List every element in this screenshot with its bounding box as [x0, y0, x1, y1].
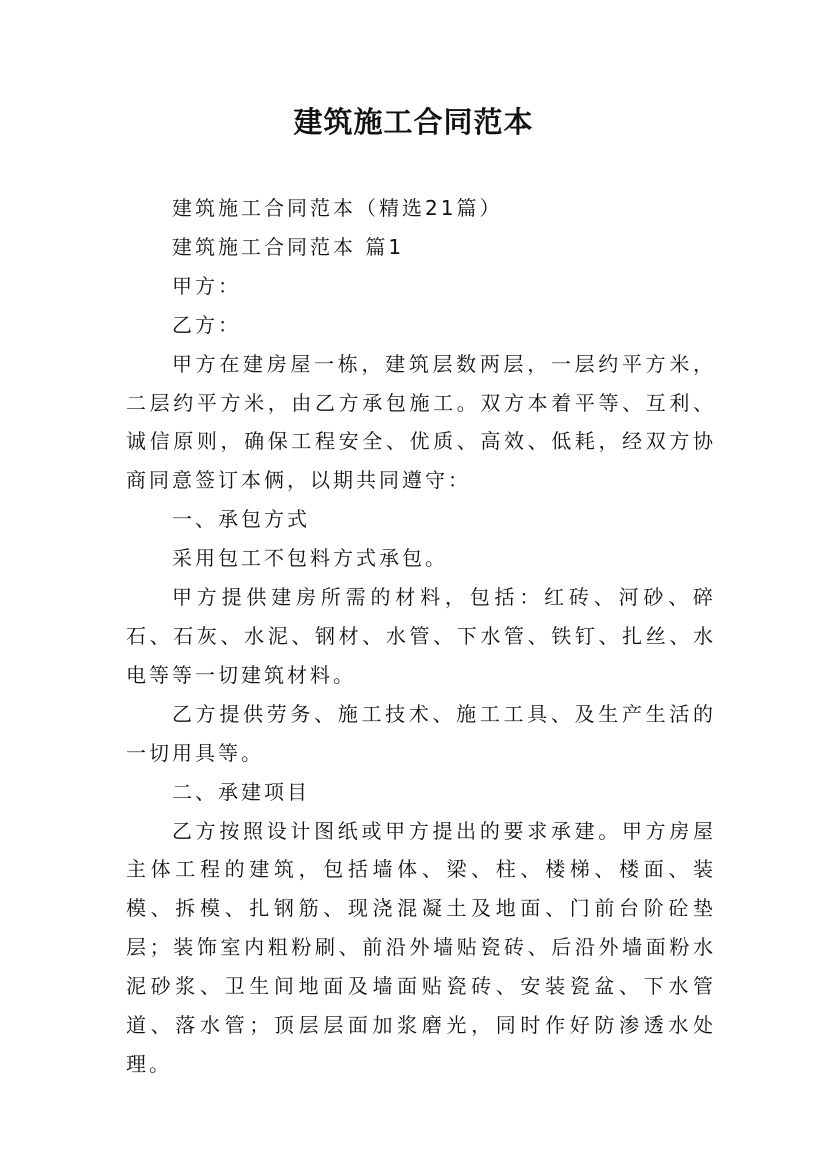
document-body	[126, 189, 716, 1084]
body-paragraph: 乙方提供劳务、施工技术、施工工具、及生产生活的一切用具等。	[126, 701, 716, 765]
document-title: 建筑施工合同范本	[293, 105, 534, 139]
subtitle: 建筑施工合同范本（精选21篇）	[172, 196, 503, 220]
clause-heading: 二、承建项目	[172, 779, 310, 804]
clause-heading: 一、承包方式	[172, 507, 310, 532]
body-paragraph: 乙方按照设计图纸或甲方提出的要求承建。甲方房屋主体工程的建筑，包括墙体、梁、柱、楼梯、楼面、装模、拆模、扎钢筋、现浇混凝土及地面、门前台阶砼垫层；装饰室内粗粉刷、前沿外墙贴瓷砖、后沿外墙面粉水泥砂浆、卫生间地面及墙面贴瓷砖、安装瓷盆、下水管道、落水管；顶层层面加浆磨光，同时作好防渗透水处理。	[126, 818, 716, 1076]
body-paragraph: 甲方提供建房所需的材料，包括：红砖、河砂、碎石、石灰、水泥、钢材、水管、下水管、铁钉、扎丝、水电等等一切建筑材料。	[126, 585, 716, 687]
party-a-line: 甲方：	[172, 273, 241, 298]
section-heading: 建筑施工合同范本 篇1	[172, 234, 405, 259]
body-paragraph: 甲方在建房屋一栋，建筑层数两层，一层约平方米，二层约平方米，由乙方承包施工。双方本着平等、互利、诚信原则，确保工程安全、优质、高效、低耗，经双方协商同意签订本俩，以期共同遵守：	[126, 351, 716, 493]
party-b-line: 乙方：	[172, 312, 241, 337]
body-paragraph: 采用包工不包料方式承包。	[172, 546, 448, 571]
